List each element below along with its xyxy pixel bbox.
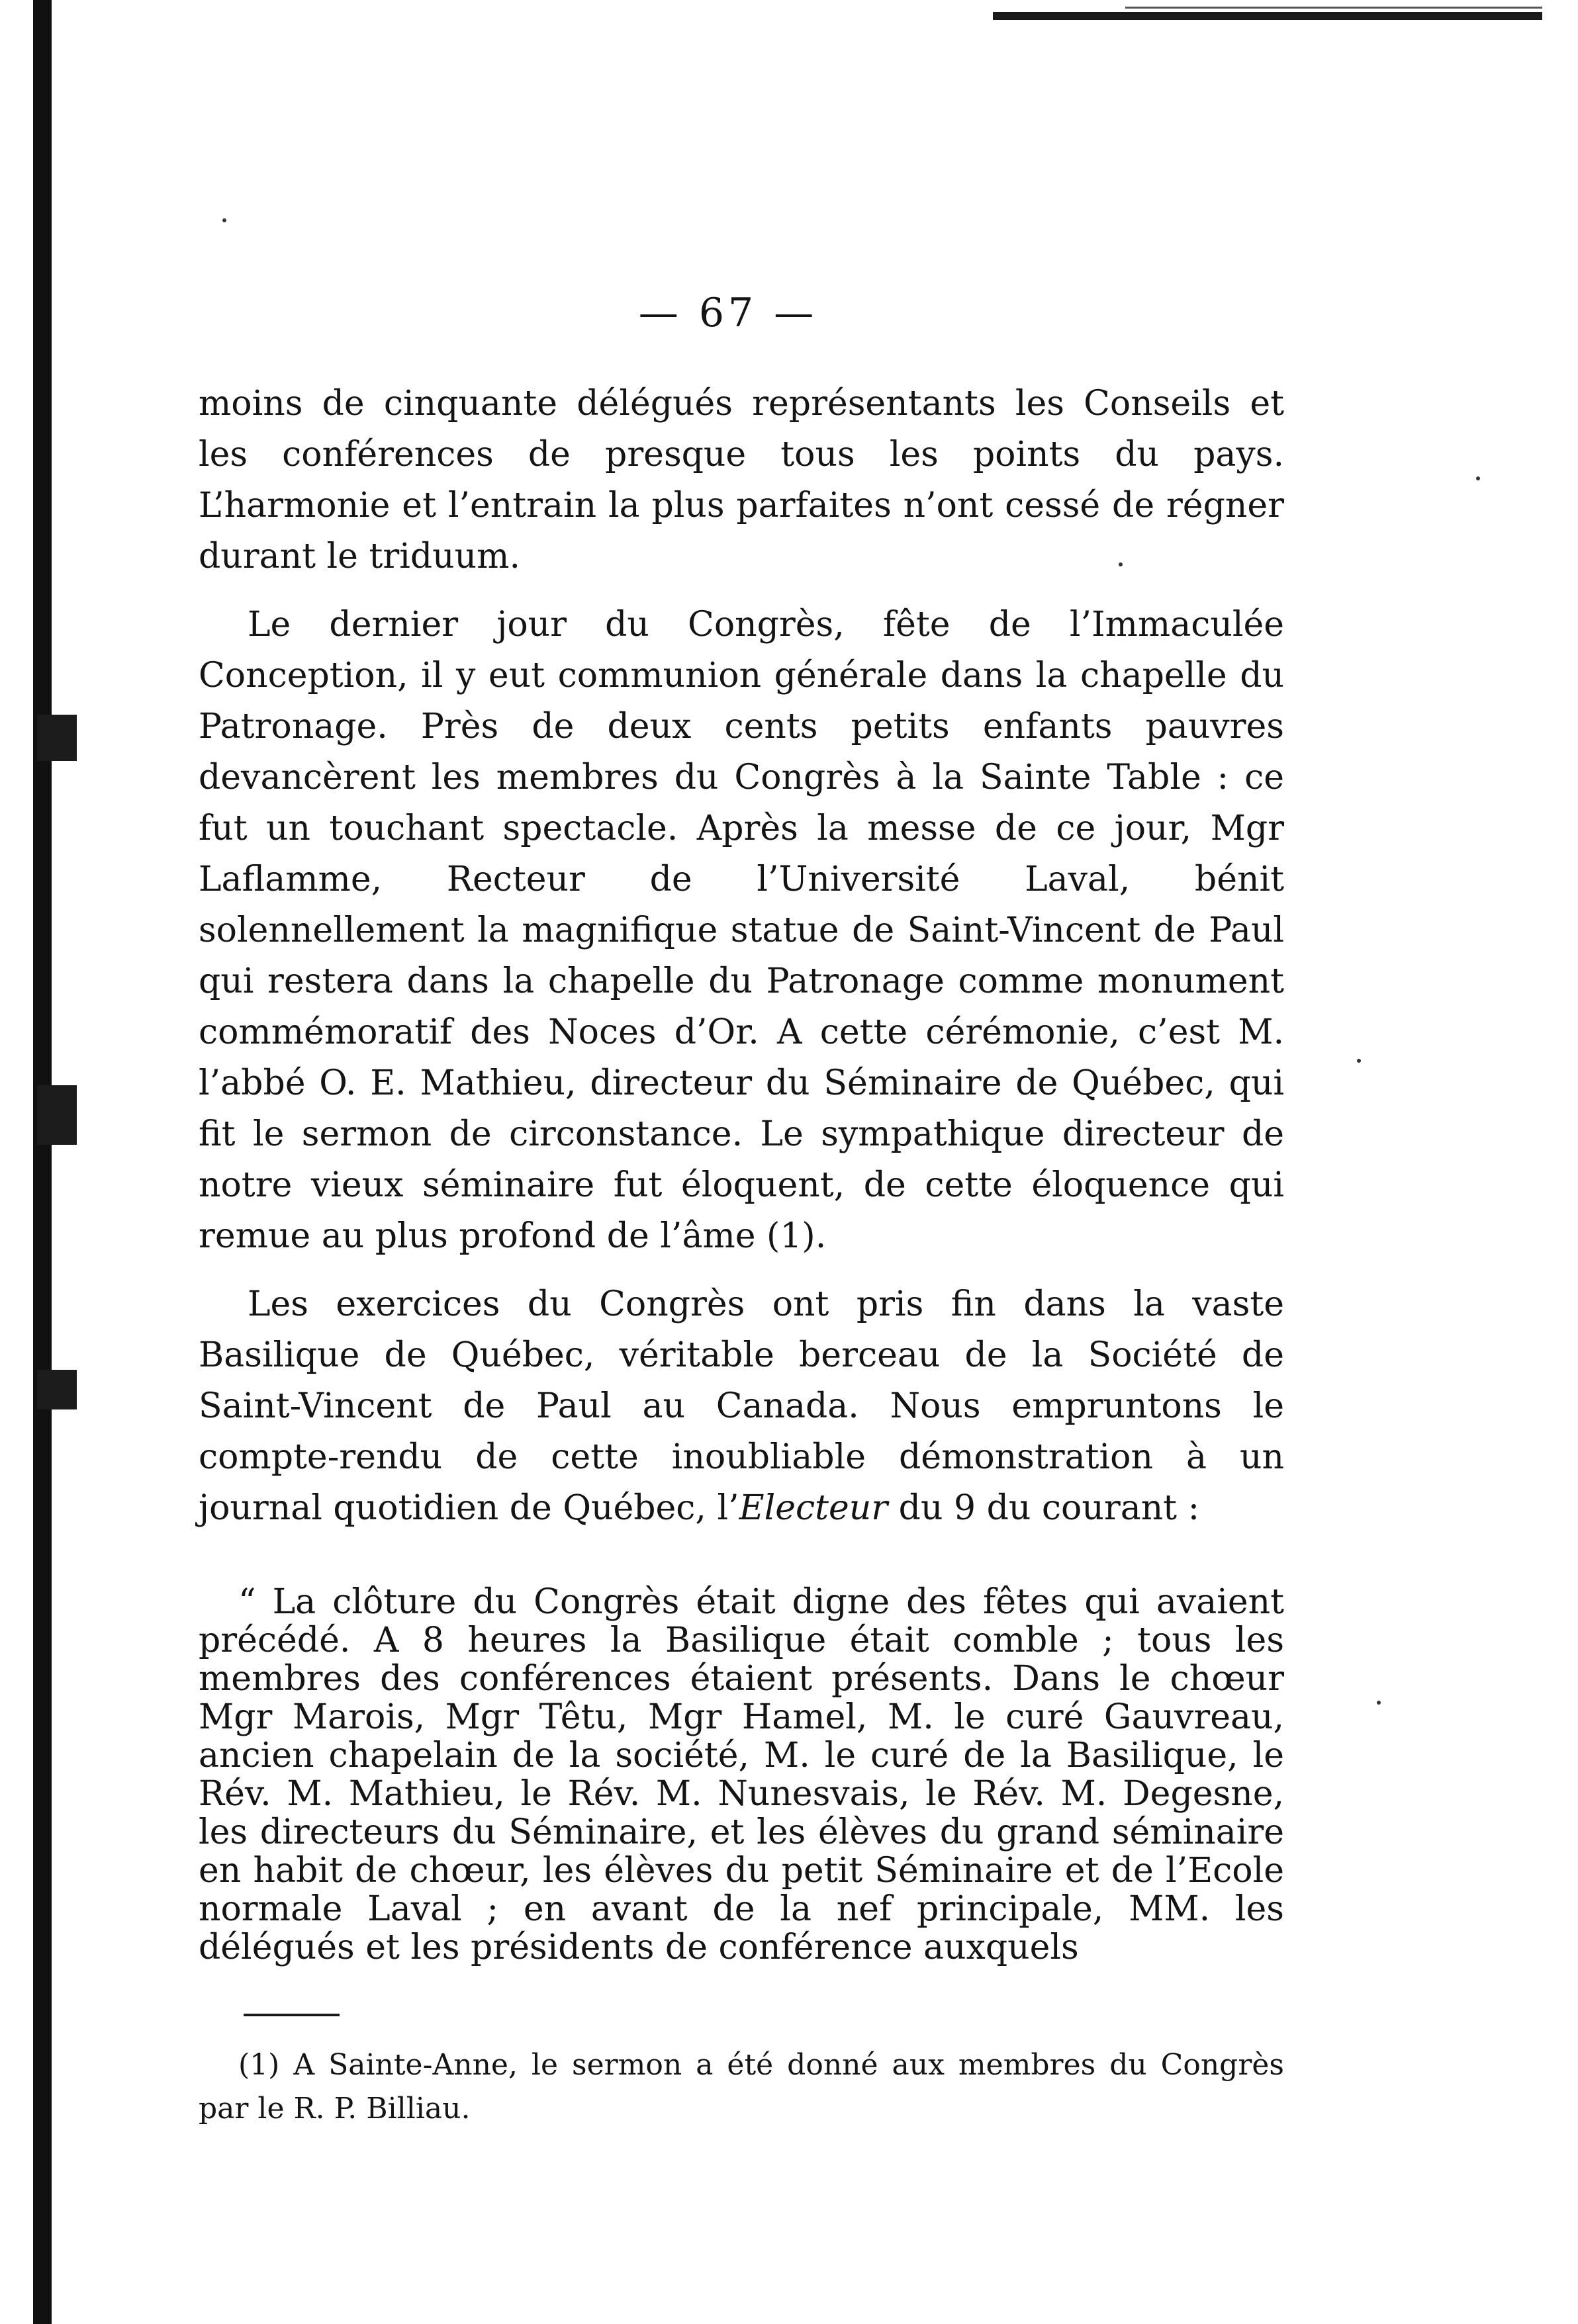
paragraph-text: Les exercices du Congrès ont pris fin dans la vaste Basilique de Québec, véritable berceau de la Société de Saint-Vincent de Paul au Canada. Nous empruntons le compte-rendu de cette inoubliable démonstration à un journal quotidien de Québec, l’ bbox=[199, 1284, 1284, 1528]
paragraph bbox=[199, 1279, 1284, 1534]
newspaper-title: Electeur bbox=[739, 1488, 888, 1528]
footnote-rule bbox=[244, 2014, 340, 2016]
footnote-text: (1) A Sainte-Anne, le sermon a été donné aux membres du Congrès par le R. P. Billiau. bbox=[199, 2048, 1284, 2125]
scan-speck bbox=[1357, 1059, 1361, 1063]
scan-edge-notch bbox=[37, 715, 77, 761]
scan-speck bbox=[1476, 476, 1480, 480]
body-text bbox=[199, 379, 1284, 1534]
quote-text: “ La clôture du Congrès était digne des fêtes qui avaient précédé. A 8 heures la Basilique était comble ; tous les membres des conférences étaient présents. Dans le chœur Mgr Marois, Mgr Têtu, Mgr Hamel, M. le curé Gauvreau, ancien chapelain de la société, M. le curé de la Basilique, le Rév. M. Mathieu, le Rév. M. Nunesvais, le Rév. M. Degesne, les directeurs du Séminaire, et les élèves du grand séminaire en habit de chœur, les élèves du petit Séminaire et de l’Ecole normale Laval ; en avant de la nef principale, MM. les délégués et les présidents de conférence auxquels bbox=[199, 1582, 1284, 1967]
quote-block bbox=[199, 1583, 1284, 1967]
scan-edge-top-thin bbox=[1125, 7, 1542, 9]
scan-edge-top bbox=[993, 12, 1542, 20]
paragraph-text: du 9 du courant : bbox=[888, 1488, 1200, 1528]
scan-speck bbox=[222, 218, 226, 222]
footnote bbox=[199, 2043, 1284, 2131]
scan-speck bbox=[1377, 1701, 1381, 1705]
paragraph: Le dernier jour du Congrès, fête de l’Immaculée Conception, il y eut communion générale dans la chapelle du Patronage. Près de deux cents petits enfants pauvres devancèrent les membres du Congrès à la Sainte Table : ce fut un touchant spectacle. Après la messe de ce jour, Mgr Laflamme, Recteur de l’Université Laval, bénit solennellement la magnifique statue de Saint-Vincent de Paul qui restera dans la chapelle du Patronage comme monument commémoratif des Noces d’Or. A cette cérémonie, c’est M. l’abbé O. E. Mathieu, directeur du Séminaire de Québec, qui fit le sermon de circonstance. Le sympathique directeur de notre vieux séminaire fut éloquent, de cette éloquence qui remue au plus profond de l’âme (1). bbox=[199, 605, 1284, 1256]
scan-edge-notch bbox=[37, 1085, 77, 1145]
scan-edge-notch bbox=[37, 1370, 77, 1409]
scan-edge-left bbox=[33, 0, 52, 2324]
paragraph: moins de cinquante délégués représentants les Conseils et les conférences de presque tous les points du pays. L’harmonie et l’entrain la plus parfaites n’ont cessé de régner durant le triduum. bbox=[199, 384, 1284, 576]
page-number: — 67 — bbox=[638, 290, 818, 336]
